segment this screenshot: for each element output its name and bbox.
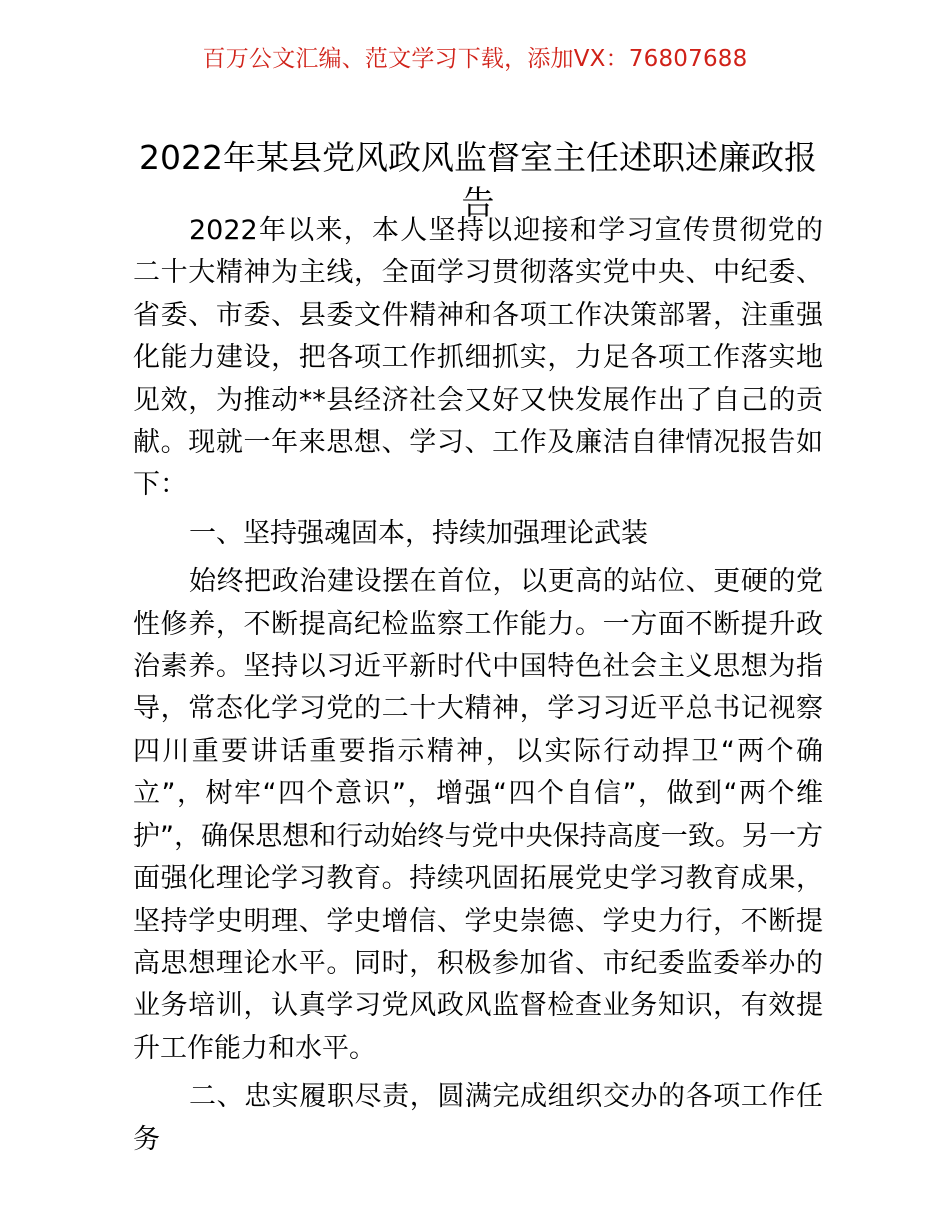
document-body	[133, 210, 823, 1161]
paragraph-section-one-body: 始终把政治建设摆在首位，以更高的站位、更硬的党性修养，不断提高纪检监察工作能力。一方面不断提升政治素养。坚持以习近平新时代中国特色社会主义思想为指导，常态化学习党的二十大精神，学习习近平总书记视察四川重要讲话重要指示精神，以实际行动捍卫“两个确立”，树牢“四个意识”，增强“四个自信”，做到“两个维护”，确保思想和行动始终与党中央保持高度一致。另一方面强化理论学习教育。持续巩固拓展党史学习教育成果，坚持学史明理、学史增信、学史崇德、学史力行，不断提高思想理论水平。同时，积极参加省、市纪委监委举办的业务培训，认真学习党风政风监督检查业务知识，有效提升工作能力和水平。	[133, 566, 823, 1064]
promo-watermark-header: 百万公文汇编、范文学习下载，添加VX：76807688	[202, 46, 748, 72]
section-heading-two: 二、忠实履职尽责，圆满完成组织交办的各项工作任务	[133, 1081, 823, 1155]
section-heading-one: 一、坚持强魂固本，持续加强理论武装	[189, 517, 648, 549]
page-title: 2022年某县党风政风监督室主任述职述廉政报告	[139, 138, 817, 223]
paragraph-intro: 2022年以来，本人坚持以迎接和学习宣传贯彻党的二十大精神为主线，全面学习贯彻落实党中央、中纪委、省委、市委、县委文件精神和各项工作决策部署，注重强化能力建设，把各项工作抓细抓实，力足各项工作落实地见效，为推动**县经济社会又好又快发展作出了自己的贡献。现就一年来思想、学习、工作及廉洁自律情况报告如下：	[133, 215, 823, 501]
